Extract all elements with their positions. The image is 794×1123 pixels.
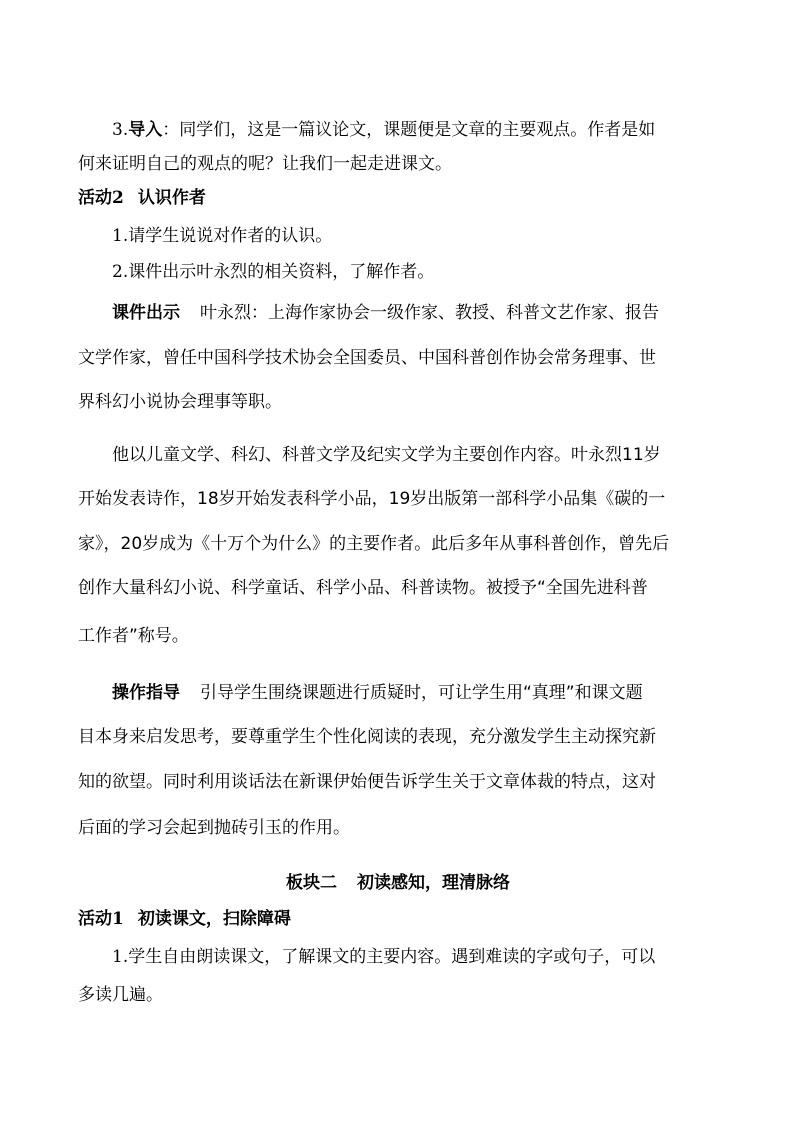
guide-line-2: 目本身来启发思考，要尊重学生个性化阅读的表现，充分激发学生主动探究新 bbox=[78, 727, 656, 747]
author-paragraph-line-4: 创作大量科幻小说、科学童话、科学小品、科普读物。被授予“全国先进科普 bbox=[78, 578, 648, 598]
courseware-line-3: 界科幻小说协会理事等职。 bbox=[78, 392, 282, 412]
block-2-label: 板块二 bbox=[286, 873, 337, 893]
intro-colon: ： bbox=[162, 120, 180, 140]
author-paragraph-line-1: 他以儿童文学、科幻、科普文学及纪实文学为主要创作内容。叶永烈11岁 bbox=[112, 445, 661, 465]
activity-1-label: 活动1 bbox=[78, 909, 124, 929]
guide-text-1: 引导学生围绕课题进行质疑时，可让学生用“真理”和课文题 bbox=[200, 683, 643, 703]
activity-1-item-1-line-1: 1.学生自由朗读课文，了解课文的主要内容。遇到难读的字或句子，可以 bbox=[112, 947, 656, 967]
courseware-line-2: 文学作家，曾任中国科学技术协会全国委员、中国科普创作协会常务理事、世 bbox=[78, 348, 656, 368]
author-paragraph-line-5: 工作者”称号。 bbox=[78, 626, 189, 646]
intro-number: 3. bbox=[112, 120, 129, 140]
guide-line-4: 后面的学习会起到抛砖引玉的作用。 bbox=[78, 818, 350, 838]
courseware-label: 课件出示 bbox=[112, 303, 180, 323]
intro-text-1: 同学们，这是一篇议论文，课题便是文章的主要观点。作者是如 bbox=[179, 120, 656, 140]
activity-2-item-2: 2.课件出示叶永烈的相关资料，了解作者。 bbox=[112, 262, 435, 282]
activity-1-heading bbox=[78, 907, 718, 931]
intro-label: 导入 bbox=[128, 120, 163, 140]
activity-2-item-1: 1.请学生说说对作者的认识。 bbox=[112, 226, 333, 246]
guide-line-1 bbox=[112, 681, 718, 705]
courseware-text-1: 叶永烈：上海作家协会一级作家、教授、科普文艺作家、报告 bbox=[200, 303, 659, 323]
intro-paragraph-line-2: 何来证明自己的观点的呢？让我们一起走进课文。 bbox=[78, 154, 452, 174]
intro-paragraph-line-1 bbox=[112, 118, 718, 142]
author-paragraph-line-3: 家》，20岁成为《十万个为什么》的主要作者。此后多年从事科普创作，曾先后 bbox=[78, 534, 670, 554]
block-2-heading bbox=[78, 871, 718, 895]
activity-1-title: 初读课文，扫除障碍 bbox=[137, 909, 291, 929]
courseware-line-1 bbox=[112, 301, 718, 325]
activity-2-title: 认识作者 bbox=[137, 188, 206, 208]
guide-line-3: 知的欲望。同时利用谈话法在新课伊始便告诉学生关于文章体裁的特点，这对 bbox=[78, 772, 656, 792]
author-paragraph-line-2: 开始发表诗作，18岁开始发表科学小品，19岁出版第一部科学小品集《碳的一 bbox=[78, 489, 666, 509]
activity-1-item-1-line-2: 多读几遍。 bbox=[78, 985, 163, 1005]
activity-2-label: 活动2 bbox=[78, 188, 124, 208]
activity-2-heading bbox=[78, 186, 718, 210]
guide-label: 操作指导 bbox=[112, 683, 180, 703]
block-2-title: 初读感知，理清脉络 bbox=[357, 873, 510, 893]
